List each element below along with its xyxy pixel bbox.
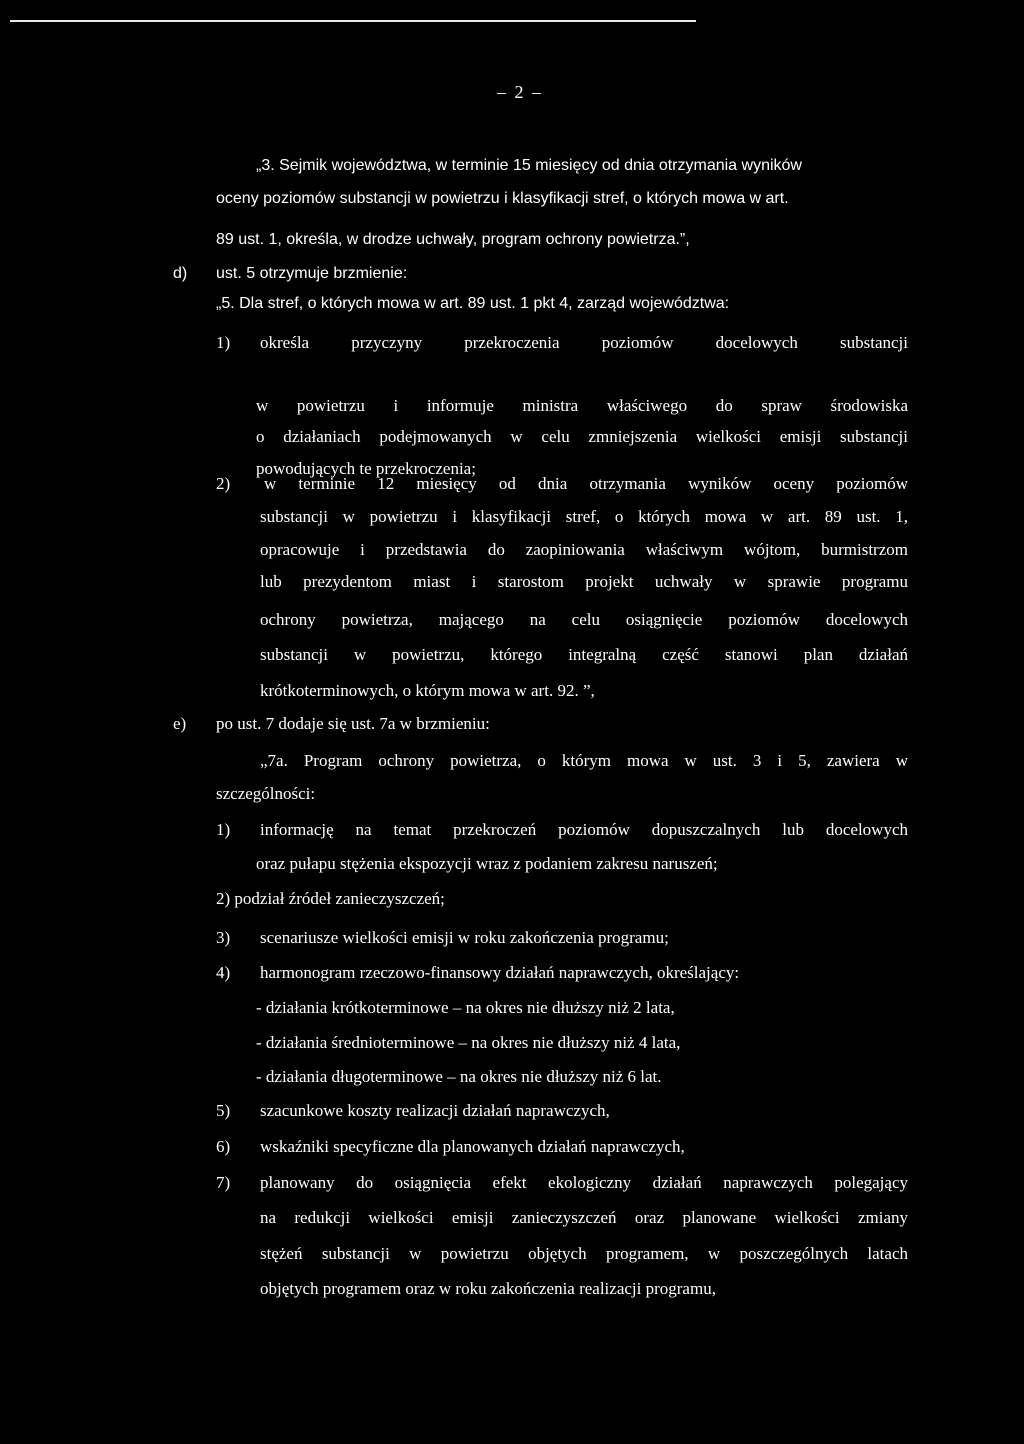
point2-line6: substancji w powietrzu, którego integralną część stanowi plan działań: [260, 645, 908, 664]
e-point3-text: scenariusze wielkości emisji w roku zakończenia programu;: [260, 928, 669, 947]
item-e-marker: e): [173, 714, 187, 733]
e-point4-marker: 4): [216, 963, 231, 982]
dash-item-short: - działania krótkoterminowe – na okres nie dłuższy niż 2 lata,: [256, 998, 675, 1017]
point2-line2: substancji w powietrzu i klasyfikacji stref, o których mowa w art. 89 ust. 1,: [260, 507, 908, 526]
point1-line1: określa przyczyny przekroczenia poziomów docelowych substancji: [260, 333, 908, 352]
point2-line4: lub prezydentom miast i starostom projekt uchwały w sprawie programu: [260, 572, 908, 591]
point1-line3: o działaniach podejmowanych w celu zmniejszenia wielkości emisji substancji: [256, 427, 908, 446]
e-point2: 2) podział źródeł zanieczyszczeń;: [216, 889, 445, 908]
e-point6-marker: 6): [216, 1137, 231, 1156]
e-point6-text: wskaźniki specyficzne dla planowanych działań naprawczych,: [260, 1137, 685, 1156]
e-point4-text: harmonogram rzeczowo-finansowy działań naprawczych, określający:: [260, 963, 740, 982]
point2-line7: krótkoterminowych, o którym mowa w art. 92. ”,: [260, 681, 595, 700]
e-point7-line2: na redukcji wielkości emisji zanieczyszczeń oraz planowane wielkości zmiany: [260, 1208, 908, 1227]
page-number: – 2 –: [497, 82, 543, 102]
point2-line1: w terminie 12 miesięcy od dnia otrzymania wyników oceny poziomów: [264, 474, 908, 493]
e-point1-line2: oraz pułapu stężenia ekspozycji wraz z podaniem zakresu naruszeń;: [256, 854, 718, 873]
section3-line1: „3. Sejmik województwa, w terminie 15 miesięcy od dnia otrzymania wyników: [256, 157, 802, 174]
e-point7-line4: objętych programem oraz w roku zakończenia realizacji programu,: [260, 1279, 716, 1298]
dash-item-medium: - działania średnioterminowe – na okres nie dłuższy niż 4 lata,: [256, 1033, 681, 1052]
e-point1-marker: 1): [216, 820, 231, 839]
e-point3-marker: 3): [216, 928, 231, 947]
section3-line3: 89 ust. 1, określa, w drodze uchwały, program ochrony powietrza.”,: [216, 231, 690, 248]
item-e-text: po ust. 7 dodaje się ust. 7a w brzmieniu:: [216, 714, 490, 733]
point1-line4: powodujących te przekroczenia;: [256, 459, 476, 478]
e-point7-marker: 7): [216, 1173, 231, 1192]
e-point5-marker: 5): [216, 1101, 231, 1120]
point1-line2: w powietrzu i informuje ministra właściwego do spraw środowiska: [256, 396, 908, 415]
point2-marker: 2): [216, 474, 231, 493]
e-point7-line3: stężeń substancji w powietrzu objętych programem, w poszczególnych latach: [260, 1244, 908, 1263]
item-d-text: ust. 5 otrzymuje brzmienie:: [216, 265, 408, 282]
point2-line3: opracowuje i przedstawia do zaopiniowania właściwym wójtom, burmistrzom: [260, 540, 908, 559]
dash-item-long: - działania długoterminowe – na okres nie dłuższy niż 6 lat.: [256, 1067, 662, 1086]
e-point1-line1: informację na temat przekroczeń poziomów dopuszczalnych lub docelowych: [260, 820, 908, 839]
point2-line5: ochrony powietrza, mającego na celu osiągnięcie poziomów docelowych: [260, 610, 908, 629]
item-d-marker: d): [173, 265, 188, 282]
item-d-intro: „5. Dla stref, o których mowa w art. 89 ust. 1 pkt 4, zarząd województwa:: [216, 295, 730, 312]
section3-line2: oceny poziomów substancji w powietrzu i klasyfikacji stref, o których mowa w art.: [216, 190, 789, 207]
item-e-intro2: szczególności:: [216, 784, 316, 803]
top-rule: [10, 20, 696, 22]
point1-marker: 1): [216, 333, 231, 352]
item-e-intro1: „7a. Program ochrony powietrza, o którym mowa w ust. 3 i 5, zawiera w: [260, 751, 908, 770]
e-point5-text: szacunkowe koszty realizacji działań naprawczych,: [260, 1101, 610, 1120]
e-point7-line1: planowany do osiągnięcia efekt ekologiczny działań naprawczych polegający: [260, 1173, 908, 1192]
